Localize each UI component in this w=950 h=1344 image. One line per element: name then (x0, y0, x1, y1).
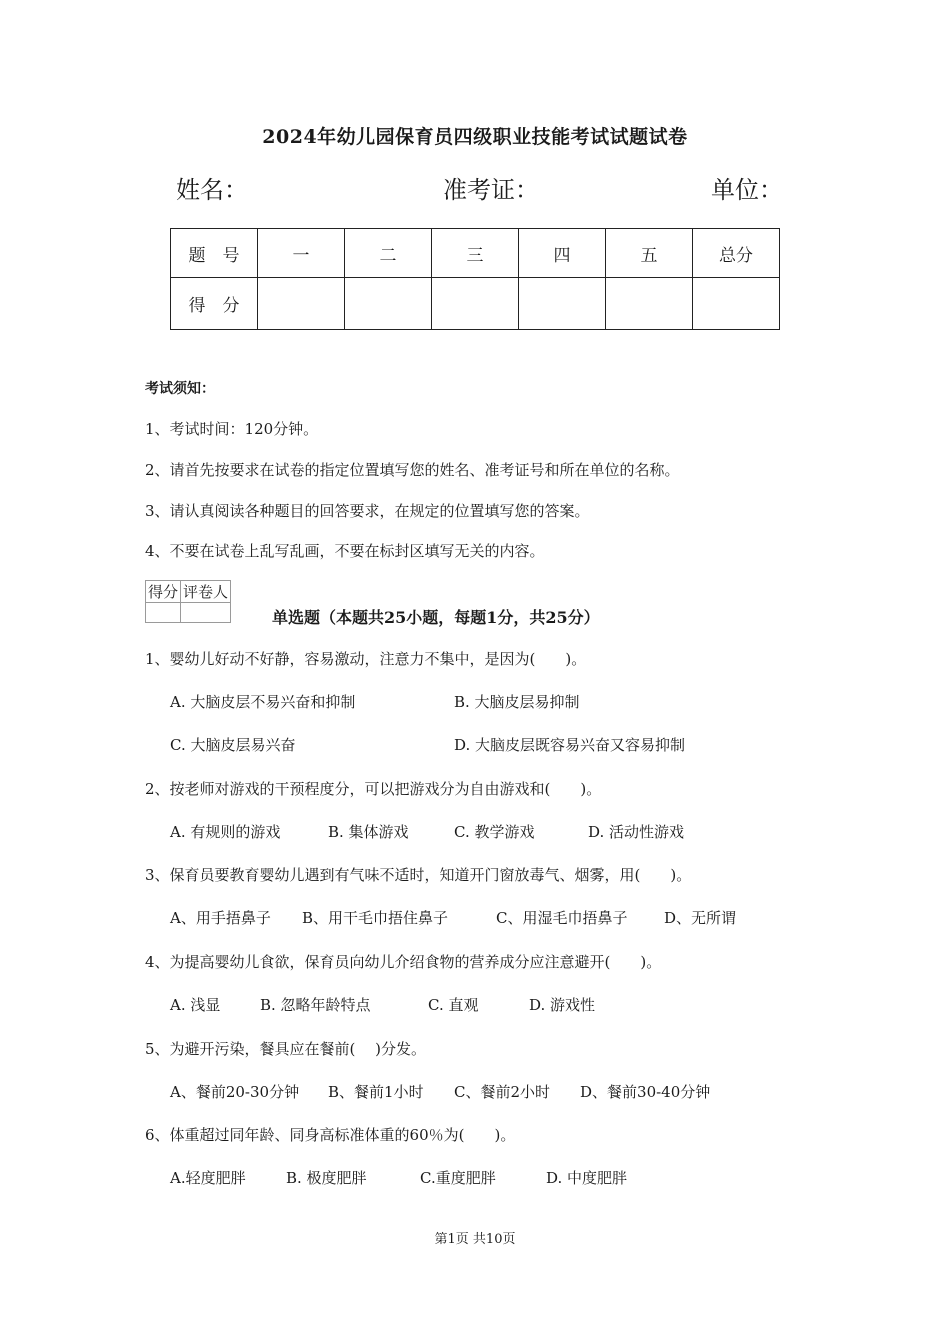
page-title: 2024年幼儿园保育员四级职业技能考试试题试卷 (262, 126, 688, 148)
question-text: 2、按老师对游戏的干预程度分，可以把游戏分为自由游戏和( )。 (145, 780, 602, 798)
option-b[interactable]: B. 忽略年龄特点 (260, 996, 371, 1014)
option-c[interactable]: C. 教学游戏 (454, 823, 535, 841)
question-text: 4、为提高婴幼儿食欲，保育员向幼儿介绍食物的营养成分应注意避开( )。 (145, 953, 662, 971)
option-a[interactable]: A. 大脑皮层不易兴奋和抑制 (170, 693, 356, 711)
option-d[interactable]: D、餐前30-40分钟 (580, 1083, 711, 1101)
score-cell[interactable] (693, 278, 780, 330)
option-d[interactable]: D. 活动性游戏 (588, 823, 685, 841)
grader-name-cell[interactable] (181, 603, 231, 623)
question-text: 5、为避开污染，餐具应在餐前( )分发。 (145, 1040, 427, 1058)
score-header-cell: 总分 (693, 229, 780, 278)
option-c[interactable]: C、用湿毛巾捂鼻子 (496, 909, 628, 927)
question-text: 6、体重超过同年龄、同身高标准体重的60％为( )。 (145, 1126, 516, 1144)
notice-heading: 考试须知： (145, 381, 215, 397)
score-header-cell: 一 (258, 229, 345, 278)
score-cell[interactable] (258, 278, 345, 330)
score-cell[interactable] (432, 278, 519, 330)
notice-item: 1、考试时间：120分钟。 (145, 420, 319, 438)
option-b[interactable]: B. 集体游戏 (328, 823, 409, 841)
option-d[interactable]: D、无所谓 (664, 909, 737, 927)
option-c[interactable]: C、餐前2小时 (454, 1083, 551, 1101)
score-header-cell: 三 (432, 229, 519, 278)
score-header-cell: 二 (345, 229, 432, 278)
option-d[interactable]: D. 中度肥胖 (546, 1169, 628, 1187)
score-cell[interactable] (345, 278, 432, 330)
option-b[interactable]: B. 大脑皮层易抑制 (454, 693, 580, 711)
option-a[interactable]: A、用手捂鼻子 (170, 909, 271, 927)
option-a[interactable]: A.轻度肥胖 (170, 1169, 246, 1187)
score-table-header-row (171, 229, 780, 278)
score-cell[interactable] (519, 278, 606, 330)
option-a[interactable]: A、餐前20-30分钟 (170, 1083, 300, 1101)
grader-score-label: 得分 (146, 581, 181, 603)
grader-score-cell[interactable] (146, 603, 181, 623)
question-text: 3、保育员要教育婴幼儿遇到有气味不适时，知道开门窗放毒气、烟雾，用( )。 (145, 866, 692, 884)
option-c[interactable]: C.重度肥胖 (420, 1169, 496, 1187)
option-b[interactable]: B、用干毛巾捂住鼻子 (302, 909, 449, 927)
grader-name-label: 评卷人 (181, 581, 231, 603)
notice-item: 3、请认真阅读各种题目的回答要求，在规定的位置填写您的答案。 (145, 502, 590, 520)
score-header-cell: 题 号 (171, 229, 258, 278)
option-c[interactable]: C. 大脑皮层易兴奋 (170, 736, 296, 754)
score-table-score-row (171, 278, 780, 330)
notice-item: 4、不要在试卷上乱写乱画，不要在标封区填写无关的内容。 (145, 542, 545, 560)
score-row-label: 得 分 (171, 278, 258, 330)
option-a[interactable]: A. 有规则的游戏 (170, 823, 281, 841)
section-title: 单选题（本题共25小题，每题1分，共25分） (272, 608, 600, 627)
score-cell[interactable] (606, 278, 693, 330)
option-d[interactable]: D. 游戏性 (529, 996, 596, 1014)
notice-item: 2、请首先按要求在试卷的指定位置填写您的姓名、准考证号和所在单位的名称。 (145, 461, 680, 479)
score-header-cell: 四 (519, 229, 606, 278)
question-text: 1、婴幼儿好动不好静，容易激动，注意力不集中，是因为( )。 (145, 650, 587, 668)
option-c[interactable]: C. 直观 (428, 996, 479, 1014)
grader-box (145, 580, 231, 623)
page-footer: 第1页 共10页 (434, 1232, 516, 1247)
name-label: 姓名： (176, 176, 248, 204)
score-table (170, 228, 780, 330)
exam-id-label: 准考证： (443, 176, 539, 204)
option-b[interactable]: B、餐前1小时 (328, 1083, 424, 1101)
option-d[interactable]: D. 大脑皮层既容易兴奋又容易抑制 (454, 736, 686, 754)
score-header-cell: 五 (606, 229, 693, 278)
option-b[interactable]: B. 极度肥胖 (286, 1169, 367, 1187)
unit-label: 单位： (711, 176, 783, 204)
option-a[interactable]: A. 浅显 (170, 996, 221, 1014)
